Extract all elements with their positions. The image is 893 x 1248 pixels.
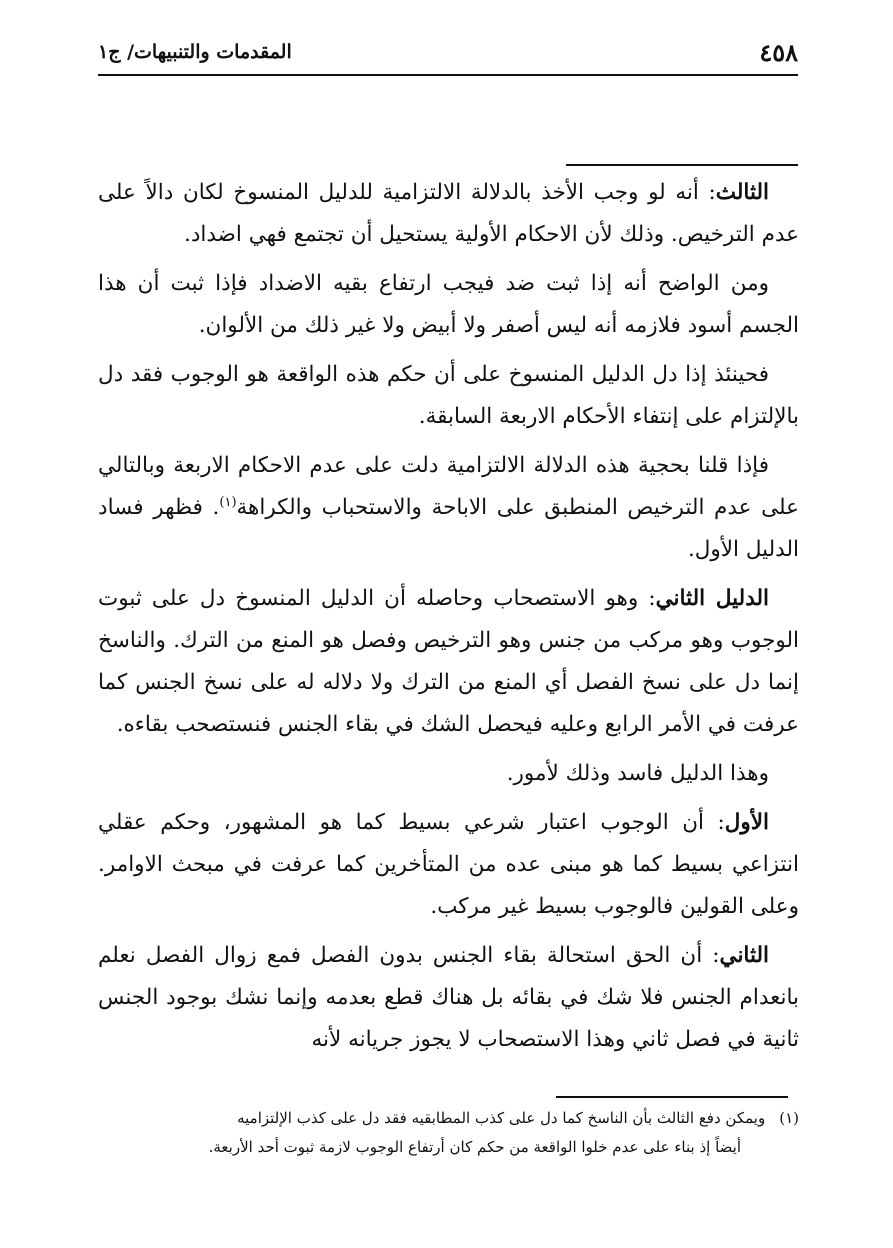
paragraph — [98, 445, 799, 571]
paragraph-text: أنه لو وجب الأخذ بالدلالة الالتزامية للدليل المنسوخ لكان دالاً على عدم الترخيص. وذلك لأن الاحكام الأولية يستحيل أن تجتمع فهي اضداد. — [98, 180, 799, 247]
paragraph-text: وهو الاستصحاب وحاصله أن الدليل المنسوخ دل على ثبوت الوجوب وهو مركب من جنس وهو الترخيص وفصل هو المنع من الترك. والناسخ إنما دل على نسخ الفصل أي المنع من الترك ولا دلاله له على نسخ الجنس كما عرفت في الأمر الرابع وعليه فيحصل الشك في بقاء الجنس فنستصحب بقاءه. — [98, 586, 799, 737]
paragraph-text: ومن الواضح أنه إذا ثبت ضد فيجب ارتفاع بقيه الاضداد فإذا ثبت أن هذا الجسم أسود فلازمه أنه ليس أصفر ولا أبيض ولا غير ذلك من الألوان. — [98, 271, 799, 338]
paragraph-second-proof: الدليل الثاني: وهو الاستصحاب وحاصله أن الدليل المنسوخ دل على ثبوت الوجوب وهو مركب من جنس وهو الترخيص وفصل هو المنع من الترك. والناسخ إنما دل على نسخ الفصل أي المنع من الترك ولا دلاله له على نسخ الجنس كما عرفت في الأمر الرابع وعليه فيحصل الشك في بقاء الجنس فنستصحب بقاءه. — [98, 586, 799, 737]
footnote — [98, 1104, 799, 1162]
paragraph-first: الأول: أن الوجوب اعتبار شرعي بسيط كما هو المشهور، وحكم عقلي انتزاعي بسيط كما هو مبنى عده من المتأخرين كما عرفت في مبحث الاوامر. وعلى القولين فالوجوب بسيط غير مركب. — [98, 810, 799, 919]
page-number: ٤٥٨ — [759, 37, 798, 67]
paragraph-text: أن الوجوب اعتبار شرعي بسيط كما هو المشهور، وحكم عقلي انتزاعي بسيط كما هو مبنى عده من المتأخرين كما عرفت في مبحث الاوامر. وعلى القولين فالوجوب بسيط غير مركب. — [98, 810, 799, 919]
paragraph — [98, 354, 799, 438]
paragraph-third: الثالث: أنه لو وجب الأخذ بالدلالة الالتزامية للدليل المنسوخ لكان دالاً على عدم الترخيص. وذلك لأن الاحكام الأولية يستحيل أن تجتمع فهي اضداد. — [98, 180, 799, 247]
paragraph — [98, 753, 799, 795]
paragraph-text: أن الحق استحالة بقاء الجنس بدون الفصل فمع زوال الفصل نعلم بانعدام الجنس فلا شك في بقائه بل هناك قطع بعدمه وإنما نشك بوجود الجنس ثانية في فصل ثاني وهذا الاستصحاب لا يجوز جريانه لأنه — [98, 943, 799, 1052]
section-divider — [566, 164, 798, 166]
footnote-ref[interactable]: (١) — [219, 494, 237, 510]
paragraph-heading: الثالث — [715, 180, 769, 205]
paragraph-text: وهذا الدليل فاسد وذلك لأمور. — [506, 761, 769, 786]
paragraph-heading: الثاني — [719, 943, 769, 968]
paragraph-text-tail: . فظهر فساد الدليل الأول. — [98, 495, 799, 562]
paragraph-heading: الأول — [724, 810, 769, 835]
paragraph-text: فإذا قلنا بحجية هذه الدلالة الالتزامية دلت على عدم الاحكام الاربعة وبالتالي على عدم الترخيص المنطبق على الاباحة والاستحباب والكراهة — [98, 453, 799, 520]
footnote-divider — [556, 1096, 788, 1098]
paragraph — [98, 263, 799, 347]
running-header — [98, 30, 798, 76]
footnote-text: ويمكن دفع الثالث بأن الناسخ كما دل على كذب المطابقيه فقد دل على كذب الإلتزاميه — [237, 1109, 766, 1127]
footnote-marker: (١) — [779, 1109, 799, 1127]
paragraph-heading: الدليل الثاني — [655, 586, 769, 611]
running-title: المقدمات والتنبيهات/ ج١ — [98, 41, 292, 63]
paragraph-second: الثاني: أن الحق استحالة بقاء الجنس بدون الفصل فمع زوال الفصل نعلم بانعدام الجنس فلا شك في بقائه بل هناك قطع بعدمه وإنما نشك بوجود الجنس ثانية في فصل ثاني وهذا الاستصحاب لا يجوز جريانه لأنه — [98, 943, 799, 1052]
main-text — [98, 172, 799, 1068]
paragraph-text: فحينئذ إذا دل الدليل المنسوخ على أن حكم هذه الواقعة هو الوجوب فقد دل بالإلتزام على إنتفاء الأحكام الاربعة السابقة. — [98, 362, 799, 429]
footnote-text-continued: أيضاً إذ بناء على عدم خلوا الواقعة من حكم كان أرتفاع الوجوب لازمة ثبوت أحد الأربعة. — [208, 1138, 741, 1156]
